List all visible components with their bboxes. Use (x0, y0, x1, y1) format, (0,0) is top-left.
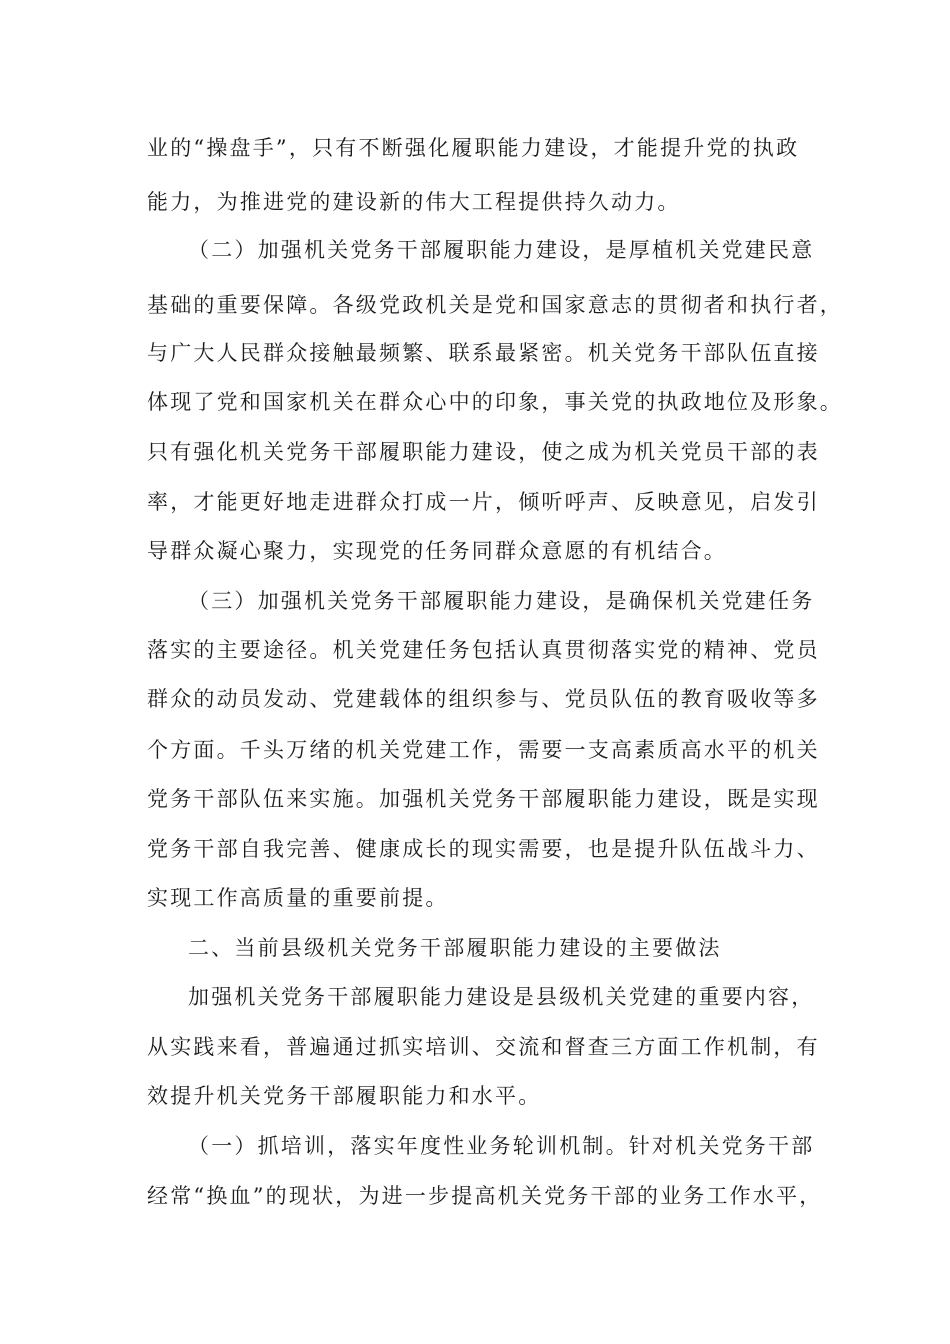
text-line: 从实践来看，普遍通过抓实培训、交流和督查三方面工作机制，有 (147, 1035, 820, 1059)
paragraph-start-line: （二）加强机关党务干部履职能力建设，是厚植机关党建民意 (188, 238, 815, 262)
text-line: 体现了党和国家机关在群众心中的印象，事关党的执政地位及形象。 (147, 390, 843, 414)
text-line: 只有强化机关党务干部履职能力建设，使之成为机关党员干部的表 (147, 440, 820, 464)
text-line: 群众的动员发动、党建载体的组织参与、党员队伍的教育吸收等多 (147, 687, 820, 711)
text-line: 效提升机关党务干部履职能力和水平。 (147, 1084, 542, 1108)
text-line: 能力，为推进党的建设新的伟大工程提供持久动力。 (147, 190, 681, 214)
text-line: 与广大人民群众接触最频繁、联系最紧密。机关党务干部队伍直接 (147, 341, 820, 365)
paragraph-start-line: （一）抓培训，落实年度性业务轮训机制。针对机关党务干部 (188, 1134, 815, 1158)
text-line: 率，才能更好地走进群众打成一片，倾听呼声、反映意见，启发引 (147, 490, 820, 514)
paragraph-start-line: （三）加强机关党务干部履职能力建设，是确保机关党建任务 (188, 589, 815, 613)
text-line: 基础的重要保障。各级党政机关是党和国家意志的贯彻者和执行者， (147, 293, 843, 317)
text-line: 导群众凝心聚力，实现党的任务同群众意愿的有机结合。 (147, 539, 727, 563)
text-line: 实现工作高质量的重要前提。 (147, 886, 449, 910)
text-line: 经常“换血”的现状，为进一步提高机关党务干部的业务工作水平， (147, 1184, 823, 1208)
text-line: 个方面。千头万绪的机关党建工作，需要一支高素质高水平的机关 (147, 738, 820, 762)
text-line: 落实的主要途径。机关党建任务包括认真贯彻落实党的精神、党员 (147, 638, 820, 662)
paragraph-start-line: 加强机关党务干部履职能力建设是县级机关党建的重要内容， (188, 985, 815, 1009)
text-line: 业的“操盘手”，只有不断强化履职能力建设，才能提升党的执政 (147, 136, 800, 160)
text-line: 党务干部自我完善、健康成长的现实需要，也是提升队伍战斗力、 (147, 837, 820, 861)
text-line: 党务干部队伍来实施。加强机关党务干部履职能力建设，既是实现 (147, 787, 820, 811)
section-heading: 二、当前县级机关党务干部履职能力建设的主要做法 (188, 936, 722, 960)
